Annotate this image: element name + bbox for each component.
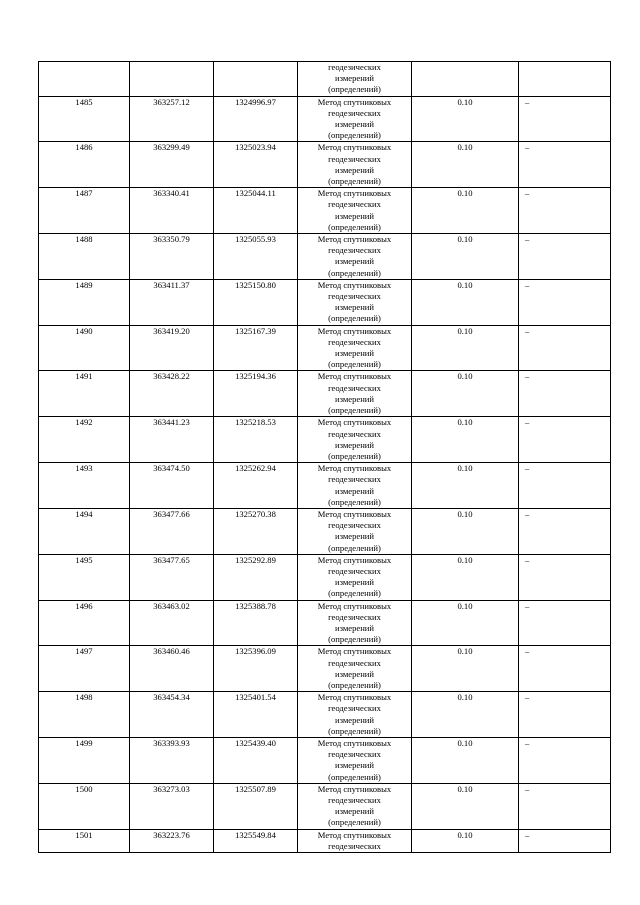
cell-accuracy: 0.10 <box>412 325 519 371</box>
cell-method: Метод спутниковых геодезических измерений (определений) <box>298 325 412 371</box>
cell-note: – <box>519 463 611 509</box>
cell-y: 1325194.36 <box>214 371 298 417</box>
cell-y: 1325044.11 <box>214 188 298 234</box>
table-row <box>39 188 611 234</box>
cell-accuracy: 0.10 <box>412 554 519 600</box>
table-row <box>39 142 611 188</box>
cell-accuracy: 0.10 <box>412 96 519 142</box>
cell-x: 363477.66 <box>130 508 214 554</box>
cell-num: 1501 <box>39 829 130 852</box>
cell-method: Метод спутниковых геодезических измерений (определений) <box>298 96 412 142</box>
cell-method: Метод спутниковых геодезических измерений (определений) <box>298 554 412 600</box>
cell-num: 1488 <box>39 234 130 280</box>
cell-num: 1487 <box>39 188 130 234</box>
cell-note: – <box>519 188 611 234</box>
cell-accuracy: 0.10 <box>412 371 519 417</box>
cell-x: 363419.20 <box>130 325 214 371</box>
cell-method: Метод спутниковых геодезических измерений (определений) <box>298 508 412 554</box>
coordinates-table <box>38 61 611 853</box>
cell-method: Метод спутниковых геодезических измерений (определений) <box>298 417 412 463</box>
table-row-continued <box>39 62 611 97</box>
cell-num: 1499 <box>39 737 130 783</box>
cell-x: 363477.65 <box>130 554 214 600</box>
cell-accuracy: 0.10 <box>412 142 519 188</box>
cell-x: 363223.76 <box>130 829 214 852</box>
cell-num: 1491 <box>39 371 130 417</box>
cell-num: 1490 <box>39 325 130 371</box>
cell-x: 363454.34 <box>130 692 214 738</box>
cell-num: 1494 <box>39 508 130 554</box>
cell-accuracy: 0.10 <box>412 783 519 829</box>
cell-x: 363299.49 <box>130 142 214 188</box>
cell-accuracy: 0.10 <box>412 508 519 554</box>
cell-method: Метод спутниковых геодезических измерений (определений) <box>298 234 412 280</box>
cell-accuracy: 0.10 <box>412 737 519 783</box>
cell-num: 1497 <box>39 646 130 692</box>
cell-accuracy: 0.10 <box>412 646 519 692</box>
cell-note: – <box>519 554 611 600</box>
cell-y: 1325167.39 <box>214 325 298 371</box>
table-row <box>39 554 611 600</box>
cell-note: – <box>519 417 611 463</box>
table-row <box>39 96 611 142</box>
cell-accuracy: 0.10 <box>412 463 519 509</box>
cell-y: 1325292.89 <box>214 554 298 600</box>
cell-method: Метод спутниковых геодезических измерений (определений) <box>298 463 412 509</box>
cell-note: – <box>519 600 611 646</box>
cell-y: 1325396.09 <box>214 646 298 692</box>
cell-num <box>39 62 130 97</box>
cell-accuracy: 0.10 <box>412 829 519 852</box>
cell-method: геодезических измерений (определений) <box>298 62 412 97</box>
cell-note: – <box>519 371 611 417</box>
cell-num: 1486 <box>39 142 130 188</box>
cell-method: Метод спутниковых геодезических измерений (определений) <box>298 188 412 234</box>
cell-y: 1325388.78 <box>214 600 298 646</box>
cell-num: 1500 <box>39 783 130 829</box>
cell-note: – <box>519 142 611 188</box>
cell-method: Метод спутниковых геодезических измерений (определений) <box>298 142 412 188</box>
cell-y: 1325150.80 <box>214 279 298 325</box>
table-row <box>39 463 611 509</box>
cell-note: – <box>519 96 611 142</box>
cell-x: 363428.22 <box>130 371 214 417</box>
cell-y: 1325401.54 <box>214 692 298 738</box>
cell-accuracy: 0.10 <box>412 279 519 325</box>
cell-accuracy <box>412 62 519 97</box>
table-row <box>39 279 611 325</box>
cell-y: 1325439.40 <box>214 737 298 783</box>
cell-accuracy: 0.10 <box>412 692 519 738</box>
cell-note: – <box>519 325 611 371</box>
cell-note: – <box>519 692 611 738</box>
cell-x: 363340.41 <box>130 188 214 234</box>
table-row <box>39 646 611 692</box>
cell-note: – <box>519 829 611 852</box>
table-row <box>39 829 611 852</box>
cell-method: Метод спутниковых геодезических измерений (определений) <box>298 279 412 325</box>
cell-method: Метод спутниковых геодезических измерений (определений) <box>298 737 412 783</box>
cell-num: 1489 <box>39 279 130 325</box>
table-row <box>39 371 611 417</box>
cell-method: Метод спутниковых геодезических измерений (определений) <box>298 783 412 829</box>
table-row <box>39 417 611 463</box>
cell-x: 363350.79 <box>130 234 214 280</box>
cell-note: – <box>519 783 611 829</box>
cell-num: 1493 <box>39 463 130 509</box>
cell-method: Метод спутниковых геодезических измерений (определений) <box>298 371 412 417</box>
cell-y: 1325507.89 <box>214 783 298 829</box>
cell-x: 363393.93 <box>130 737 214 783</box>
cell-note: – <box>519 279 611 325</box>
cell-num: 1498 <box>39 692 130 738</box>
cell-x: 363460.46 <box>130 646 214 692</box>
cell-note <box>519 62 611 97</box>
cell-accuracy: 0.10 <box>412 234 519 280</box>
cell-note: – <box>519 234 611 280</box>
cell-y: 1325055.93 <box>214 234 298 280</box>
cell-y: 1325549.84 <box>214 829 298 852</box>
cell-y: 1325262.94 <box>214 463 298 509</box>
cell-accuracy: 0.10 <box>412 600 519 646</box>
cell-x: 363463.02 <box>130 600 214 646</box>
table-row <box>39 234 611 280</box>
table-row <box>39 508 611 554</box>
cell-x: 363273.03 <box>130 783 214 829</box>
cell-note: – <box>519 737 611 783</box>
table-row <box>39 600 611 646</box>
cell-num: 1492 <box>39 417 130 463</box>
cell-y <box>214 62 298 97</box>
cell-num: 1496 <box>39 600 130 646</box>
table-row <box>39 737 611 783</box>
cell-num: 1485 <box>39 96 130 142</box>
cell-y: 1324996.97 <box>214 96 298 142</box>
cell-accuracy: 0.10 <box>412 417 519 463</box>
cell-x <box>130 62 214 97</box>
cell-method: Метод спутниковых геодезических измерений (определений) <box>298 646 412 692</box>
table-row <box>39 325 611 371</box>
cell-y: 1325270.38 <box>214 508 298 554</box>
table-row <box>39 692 611 738</box>
cell-y: 1325023.94 <box>214 142 298 188</box>
cell-note: – <box>519 646 611 692</box>
cell-y: 1325218.53 <box>214 417 298 463</box>
cell-method: Метод спутниковых геодезических измерений (определений) <box>298 600 412 646</box>
cell-x: 363474.50 <box>130 463 214 509</box>
cell-x: 363441.23 <box>130 417 214 463</box>
cell-method: Метод спутниковых геодезических <box>298 829 412 852</box>
table-body <box>39 62 611 853</box>
cell-note: – <box>519 508 611 554</box>
cell-accuracy: 0.10 <box>412 188 519 234</box>
table-row <box>39 783 611 829</box>
cell-num: 1495 <box>39 554 130 600</box>
cell-method: Метод спутниковых геодезических измерений (определений) <box>298 692 412 738</box>
cell-x: 363411.37 <box>130 279 214 325</box>
cell-x: 363257.12 <box>130 96 214 142</box>
